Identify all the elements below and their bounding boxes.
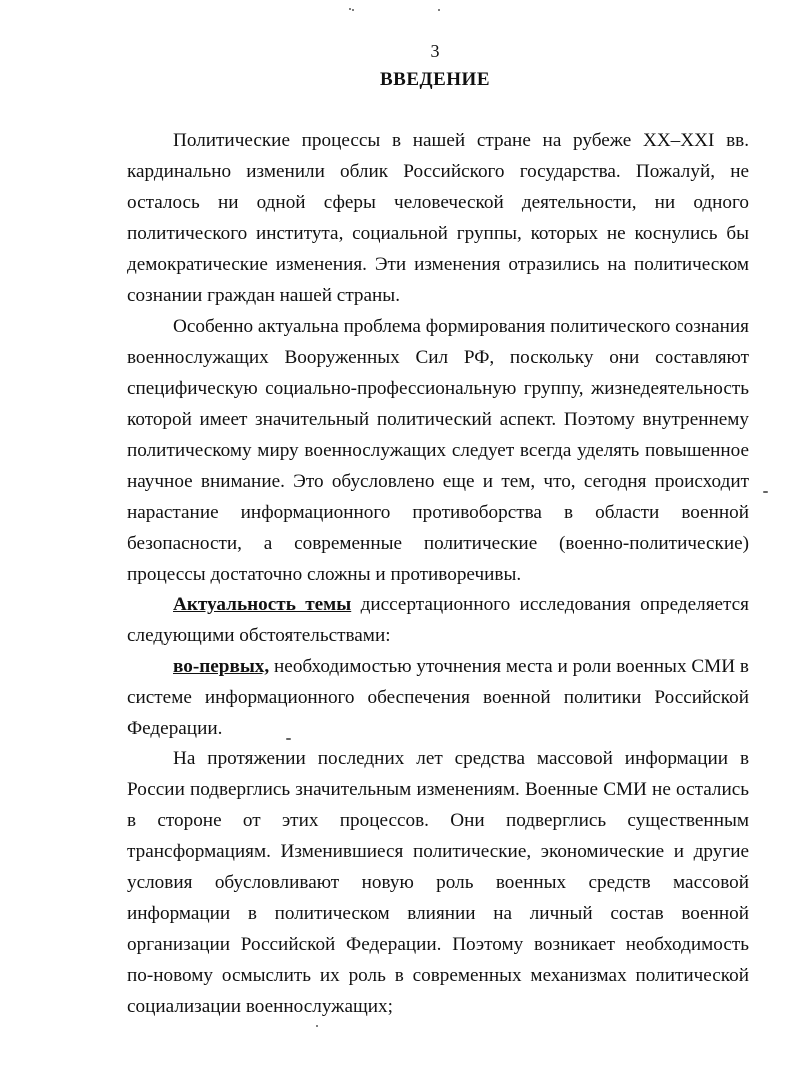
first-point-lead: во-первых, xyxy=(173,656,270,677)
scan-speck xyxy=(349,8,351,10)
paragraph-text: необходимостью уточнения места и роли военных СМИ в системе информационного обеспечения военной политики Российской Федерации. xyxy=(127,656,749,739)
paragraph-4 xyxy=(127,651,749,744)
paragraph-text: Политические процессы в нашей стране на рубеже XX–XXI вв. кардинально изменили облик Российского государства. Пожалуй, не осталось ни одной сферы человеческой деятельности, ни одного политического института, социальной группы, которых не коснулись бы демократические изменения. Эти изменения отразились на политическом сознании граждан нашей страны. xyxy=(127,130,749,306)
paragraph-text: диссертационного исследования определяется следующими обстоятельствами: xyxy=(127,594,750,646)
scan-speck xyxy=(763,491,768,493)
scan-speck xyxy=(316,1025,318,1027)
scan-speck xyxy=(352,9,354,11)
paragraph-text: На протяжении последних лет средства массовой информации в России подверглись значительным изменениям. Военные СМИ не остались в стороне от этих процессов. Они подверглись существенным трансформациям. Изменившиеся политические, экономические и другие условия обусловливают новую роль военных средств массовой информации в политическом влиянии на личный состав военной организации Российской Федерации. Поэтому возникает необходимость по-новому осмыслить их роль в современных механизмах политической социализации военнослужащих; xyxy=(127,748,749,1017)
paragraph-1 xyxy=(127,125,749,311)
scan-speck xyxy=(438,9,440,11)
paragraph-3 xyxy=(127,589,749,651)
paragraph-5 xyxy=(127,743,749,1022)
relevance-lead: Актуальность темы xyxy=(173,594,352,615)
paragraph-2 xyxy=(127,311,749,590)
paragraph-text: Особенно актуальна проблема формирования политического сознания военнослужащих Вооруженных Сил РФ, поскольку они составляют специфическую социально-профессиональную группу, жизнедеятельность которой имеет значительный политический аспект. Поэтому внутреннему политическому миру военнослужащих следует всегда уделять повышенное научное внимание. Это обусловлено еще и тем, что, сегодня происходит нарастание информационного противоборства в области военной безопасности, а современные политические (военно-политические) процессы достаточно сложны и противоречивы. xyxy=(127,316,749,585)
page-title: ВВЕДЕНИЕ xyxy=(380,69,490,90)
page-number: 3 xyxy=(430,41,440,61)
